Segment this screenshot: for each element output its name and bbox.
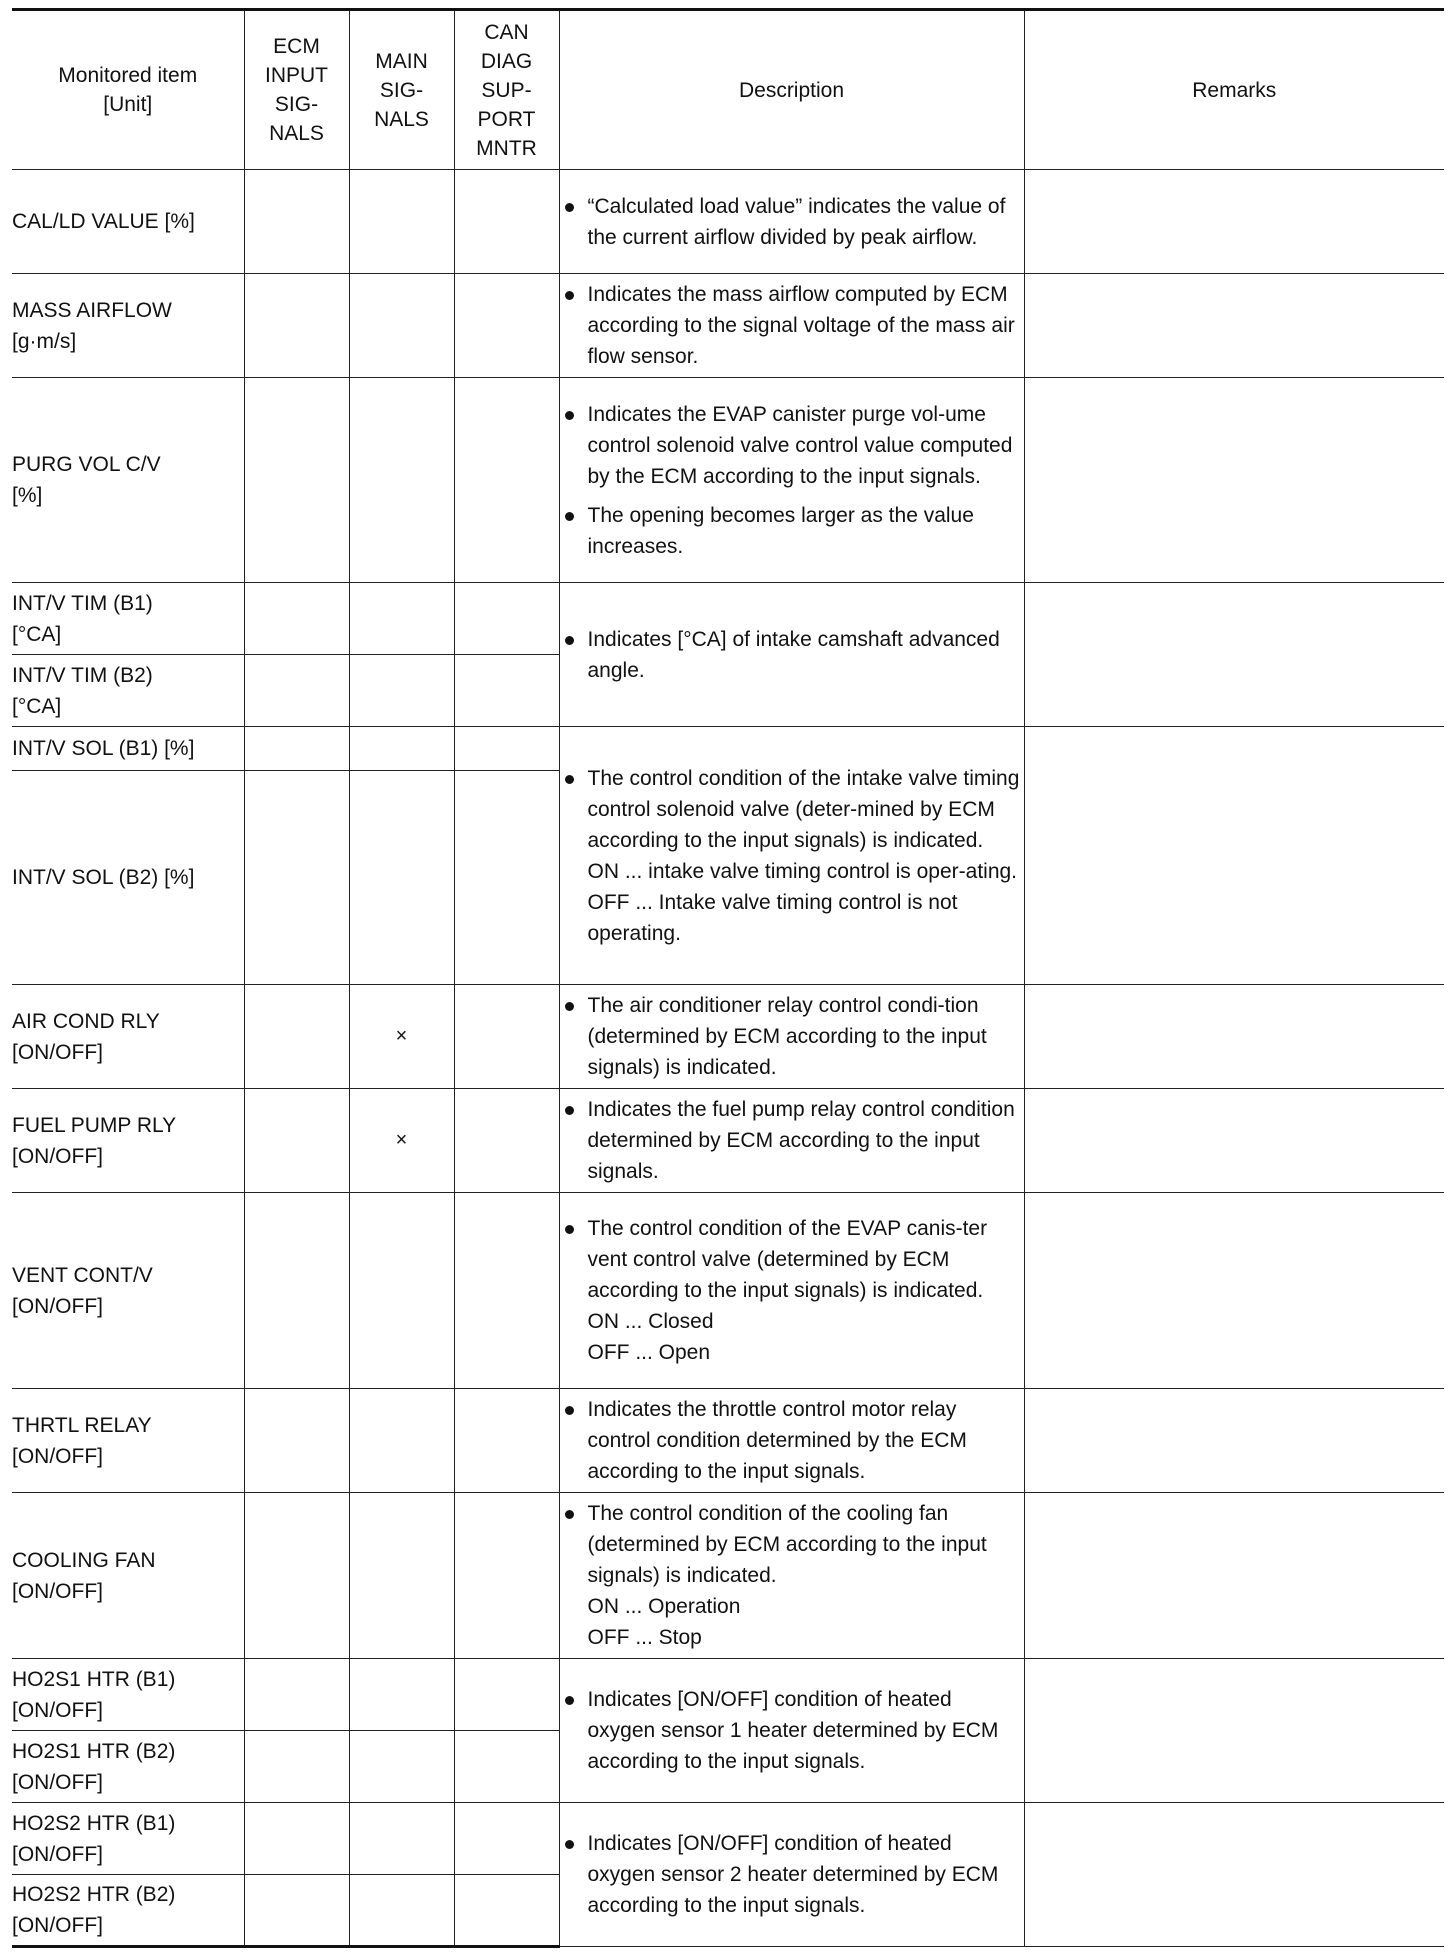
description-cell [559,583,1024,727]
item-vent-cont-v: VENT CONT/V [ON/OFF] [12,1193,244,1389]
can-diag-cell [454,274,559,378]
header-description: Description [559,10,1024,170]
monitored-items-document [12,8,1444,1948]
item-ho2s2-htr-b2: HO2S2 HTR (B2) [ON/OFF] [12,1875,244,1947]
ecm-input-cell [244,985,349,1089]
table-row-cal-ld-value [12,170,1444,274]
remarks-cell [1024,1089,1444,1193]
item-purg-vol-cv: PURG VOL C/V [%] [12,378,244,583]
bullet-text: Indicates [ON/OFF] condition of heated oxygen sensor 1 heater determined by ECM according to the input signals. [560,1684,1024,1777]
main-signal-cell [349,771,454,985]
header-can-diag-support-mntr: CAN DIAG SUP- PORT MNTR [454,10,559,170]
remarks-cell [1024,583,1444,727]
ecm-input-cell [244,1089,349,1193]
ecm-input-cell [244,1803,349,1875]
ecm-input-cell [244,274,349,378]
bullet-text: Indicates [°CA] of intake camshaft advanced angle. [560,624,1024,686]
table-row-purg-vol-cv [12,378,1444,583]
description-cell [559,985,1024,1089]
ecm-input-cell [244,1875,349,1947]
ecm-input-cell [244,1493,349,1659]
ecm-input-cell [244,655,349,727]
main-signal-cell [349,583,454,655]
remarks-cell [1024,378,1444,583]
item-fuel-pump-rly: FUEL PUMP RLY [ON/OFF] [12,1089,244,1193]
remarks-cell [1024,1803,1444,1947]
item-ho2s1-htr-b2: HO2S1 HTR (B2) [ON/OFF] [12,1731,244,1803]
ecm-input-cell [244,1731,349,1803]
monitored-items-table [12,8,1444,1948]
description-cell [559,727,1024,985]
header-monitored-item: Monitored item [Unit] [12,10,244,170]
header-main-signals: MAIN SIG- NALS [349,10,454,170]
item-ho2s2-htr-b1: HO2S2 HTR (B1) [ON/OFF] [12,1803,244,1875]
table-row-int-v-sol-b1 [12,727,1444,771]
can-diag-cell [454,1193,559,1389]
ecm-input-cell [244,727,349,771]
item-mass-airflow: MASS AIRFLOW [g·m/s] [12,274,244,378]
ecm-input-cell [244,1659,349,1731]
table-row-fuel-pump-rly [12,1089,1444,1193]
table-row-mass-airflow [12,274,1444,378]
can-diag-cell [454,1659,559,1731]
table-row-air-cond-rly [12,985,1444,1089]
bullet-text: Indicates the fuel pump relay control condition determined by ECM according to the input signals. [560,1094,1024,1187]
item-int-v-sol-b1: INT/V SOL (B1) [%] [12,727,244,771]
description-cell [559,1659,1024,1803]
ecm-input-cell [244,170,349,274]
bullet-text: The air conditioner relay control condi-tion (determined by ECM according to the input signals) is indicated. [560,990,1024,1083]
ecm-input-cell [244,378,349,583]
item-int-v-tim-b2: INT/V TIM (B2) [°CA] [12,655,244,727]
description-cell [559,1193,1024,1389]
description-cell [559,1493,1024,1659]
bullet-text: The control condition of the EVAP canis-ter vent control valve (determined by ECM according to the input signals) is indicated. ON ... Closed OFF ... Open [560,1213,1024,1368]
main-signal-cell [349,1659,454,1731]
main-signal-cell [349,1193,454,1389]
table-row-vent-cont-v [12,1193,1444,1389]
main-signal-cell [349,170,454,274]
ecm-input-cell [244,583,349,655]
ecm-input-cell [244,1193,349,1389]
can-diag-cell [454,655,559,727]
header-ecm-input-signals: ECM INPUT SIG- NALS [244,10,349,170]
main-signal-cell [349,1731,454,1803]
remarks-cell [1024,1389,1444,1493]
main-signal-cell [349,274,454,378]
remarks-cell [1024,985,1444,1089]
remarks-cell [1024,170,1444,274]
item-air-cond-rly: AIR COND RLY [ON/OFF] [12,985,244,1089]
ecm-input-cell [244,1389,349,1493]
item-int-v-sol-b2: INT/V SOL (B2) [%] [12,771,244,985]
item-ho2s1-htr-b1: HO2S1 HTR (B1) [ON/OFF] [12,1659,244,1731]
can-diag-cell [454,1875,559,1947]
can-diag-cell [454,1731,559,1803]
remarks-cell [1024,727,1444,985]
main-signal-cell [349,1493,454,1659]
can-diag-cell [454,378,559,583]
bullet-text: The control condition of the intake valve timing control solenoid valve (deter-mined by ECM according to the input signals) is indicated. ON ... intake valve timing control is oper-ating. OFF ... Intake valve timing control is not operating. [560,763,1024,949]
bullet-text: Indicates the mass airflow computed by ECM according to the signal voltage of the mass air flow sensor. [560,279,1024,372]
bullet-text: Indicates the throttle control motor relay control condition determined by the ECM according to the input signals. [560,1394,1024,1487]
main-signal-mark: × [349,985,454,1089]
can-diag-cell [454,1089,559,1193]
description-cell [559,1389,1024,1493]
can-diag-cell [454,1493,559,1659]
table-row-thrtl-relay [12,1389,1444,1493]
description-cell [559,1089,1024,1193]
description-cell [559,1803,1024,1947]
bullet-text: The opening becomes larger as the value increases. [560,500,1024,562]
can-diag-cell [454,1389,559,1493]
item-cooling-fan: COOLING FAN [ON/OFF] [12,1493,244,1659]
main-signal-cell [349,1875,454,1947]
table-row-int-v-tim-b1 [12,583,1444,655]
table-row-ho2s1-htr-b1 [12,1659,1444,1731]
can-diag-cell [454,727,559,771]
can-diag-cell [454,771,559,985]
can-diag-cell [454,583,559,655]
remarks-cell [1024,274,1444,378]
bullet-text: Indicates [ON/OFF] condition of heated oxygen sensor 2 heater determined by ECM according to the input signals. [560,1828,1024,1921]
table-row-cooling-fan [12,1493,1444,1659]
remarks-cell [1024,1193,1444,1389]
main-signal-cell [349,1389,454,1493]
remarks-cell [1024,1659,1444,1803]
description-cell [559,170,1024,274]
item-cal-ld-value: CAL/LD VALUE [%] [12,170,244,274]
description-cell [559,274,1024,378]
item-int-v-tim-b1: INT/V TIM (B1) [°CA] [12,583,244,655]
can-diag-cell [454,170,559,274]
can-diag-cell [454,1803,559,1875]
bullet-text: The control condition of the cooling fan (determined by ECM according to the input signals) is indicated. ON ... Operation OFF ... Stop [560,1498,1024,1653]
bullet-text: “Calculated load value” indicates the value of the current airflow divided by peak airflow. [560,191,1024,253]
header-remarks: Remarks [1024,10,1444,170]
can-diag-cell [454,985,559,1089]
description-cell [559,378,1024,583]
main-signal-cell [349,655,454,727]
remarks-cell [1024,1493,1444,1659]
table-row-ho2s2-htr-b1 [12,1803,1444,1875]
main-signal-cell [349,1803,454,1875]
main-signal-cell [349,727,454,771]
main-signal-mark: × [349,1089,454,1193]
bullet-text: Indicates the EVAP canister purge vol-ume control solenoid valve control value computed by the ECM according to the input signals. [560,399,1024,492]
main-signal-cell [349,378,454,583]
ecm-input-cell [244,771,349,985]
header-row [12,10,1444,170]
item-thrtl-relay: THRTL RELAY [ON/OFF] [12,1389,244,1493]
